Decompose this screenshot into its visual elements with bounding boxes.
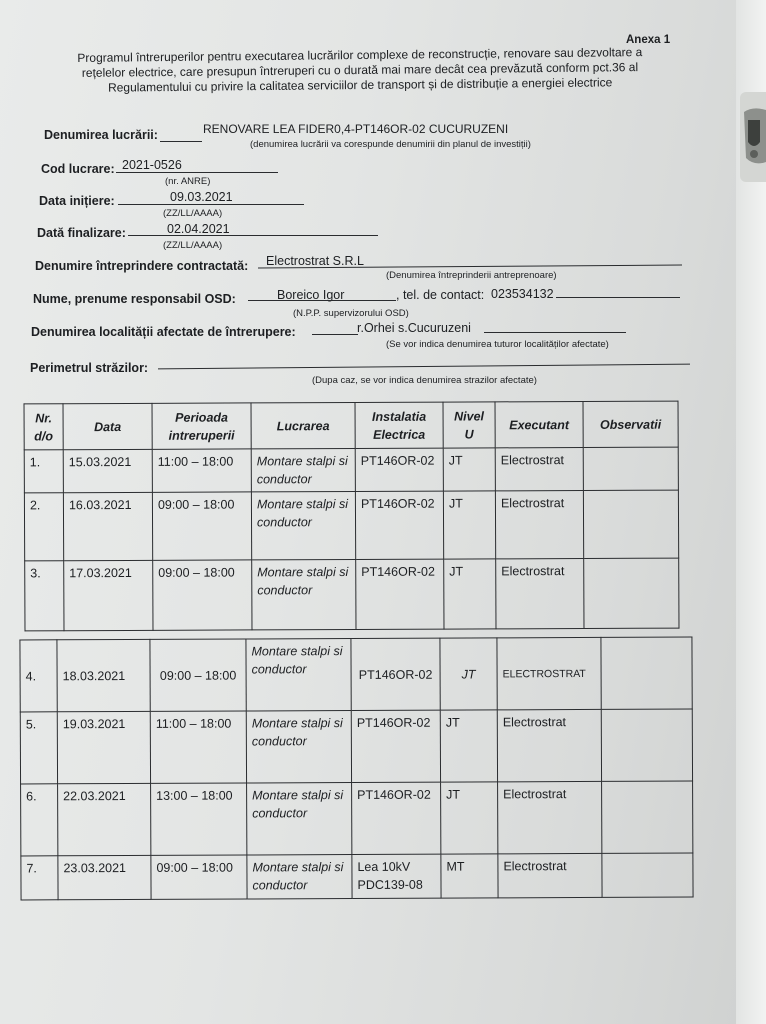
- locality-note: (Se vor indica denumirea tuturor localităților afectate): [386, 339, 609, 350]
- cell-executor: Electrostrat: [497, 709, 601, 781]
- cell-work: Montare stalpi si conductor: [247, 783, 352, 855]
- work-name-note: (denumirea lucrării va corespunde denumirii din planul de investiții): [250, 139, 531, 150]
- document-title: [40, 45, 680, 97]
- header-nr: Nr. d/o: [24, 404, 63, 450]
- cell-observations: [602, 853, 693, 897]
- work-name-label: Denumirea lucrării:: [44, 128, 158, 142]
- cell-observations: [601, 637, 692, 709]
- cell-observations: [602, 781, 693, 853]
- cell-nr: 4.: [20, 640, 57, 712]
- cell-nr: 1.: [24, 450, 63, 493]
- cell-work: Montare stalpi si conductor: [251, 448, 355, 491]
- title-line-2: rețelelor electrice, care presupun întreruperi cu o durată mai mare decât cea prevăzută conform pct.36 al: [81, 60, 639, 80]
- cell-period: 09:00 – 18:00: [150, 639, 246, 711]
- work-name-value: RENOVARE LEA FIDER0,4-PT146OR-02 CUCURUZENI: [203, 122, 509, 136]
- cell-installation: PT146OR-02: [352, 782, 441, 854]
- cell-date: 22.03.2021: [58, 783, 151, 855]
- cell-period: 13:00 – 18:00: [151, 783, 247, 855]
- cell-executor: Electrostrat: [498, 853, 602, 897]
- code-value: 2021-0526: [122, 158, 182, 172]
- contractor-note: (Denumirea întreprinderii antreprenoare): [386, 270, 557, 281]
- contractor-value: Electrostrat S.R.L: [266, 254, 364, 268]
- cell-work: Montare stalpi si conductor: [251, 491, 355, 559]
- osd-contact-value: 023534132: [491, 287, 554, 301]
- cell-date: 19.03.2021: [57, 711, 150, 783]
- cell-executor: Electrostrat: [495, 490, 583, 558]
- cell-period: 09:00 – 18:00: [151, 855, 247, 899]
- start-date-value: 09.03.2021: [170, 190, 233, 204]
- cell-observations: [601, 709, 692, 781]
- streets-label: Perimetrul străzilor:: [30, 361, 149, 375]
- title-line-3: Regulamentului cu privire la calitatea serviciilor de transport și de distribuție a energiei electrice: [107, 75, 613, 95]
- cell-period: 09:00 – 18:00: [152, 492, 251, 560]
- table-row: [21, 781, 693, 856]
- header-executor: Executant: [495, 401, 583, 447]
- cell-installation: PT146OR-02: [351, 710, 440, 782]
- end-date-note: (ZZ/LL/AAAA): [163, 240, 223, 251]
- cell-level: MT: [441, 854, 498, 898]
- cell-date: 17.03.2021: [64, 560, 153, 630]
- cell-period: 09:00 – 18:00: [153, 560, 252, 630]
- cell-executor: Electrostrat: [496, 558, 584, 628]
- header-observations: Observatii: [583, 401, 678, 447]
- header-installation: Instalatia Electrica: [355, 402, 443, 448]
- cell-observations: [584, 558, 679, 628]
- cell-installation: PT146OR-02: [355, 491, 443, 559]
- cell-work: Montare stalpi si conductor: [247, 855, 352, 899]
- cell-work: Montare stalpi si conductor: [252, 559, 356, 629]
- title-line-1: Programul întreruperilor pentru executarea lucrărilor complexe de reconstrucție, renovare sau dezvoltare a: [77, 45, 643, 65]
- cell-period: 11:00 – 18:00: [150, 711, 246, 783]
- cell-executor: Electrostrat: [495, 447, 583, 490]
- cell-executor: ELECTROSTRAT: [497, 637, 601, 709]
- cell-nr: 5.: [20, 712, 57, 784]
- schedule-table-1: [24, 401, 680, 632]
- code-label: Cod lucrare:: [41, 162, 115, 176]
- osd-label: Nume, prenume responsabil OSD:: [33, 292, 236, 306]
- osd-name-value: Boreico Igor: [277, 288, 345, 302]
- cell-date: 15.03.2021: [63, 449, 152, 492]
- cell-nr: 7.: [21, 856, 58, 900]
- table-row: [24, 490, 678, 561]
- cell-date: 23.03.2021: [58, 855, 151, 899]
- start-date-label: Data inițiere:: [39, 194, 115, 208]
- cell-nr: 2.: [24, 493, 63, 561]
- annex-label: Anexa 1: [626, 34, 671, 46]
- osd-contact-label: , tel. de contact:: [396, 288, 485, 302]
- header-date: Data: [63, 403, 152, 449]
- locality-value: r.Orhei s.Cucuruzeni: [357, 321, 471, 335]
- coat-of-arms-seal: [740, 92, 766, 182]
- cell-work: Montare stalpi si conductor: [246, 711, 351, 783]
- cell-observations: [583, 447, 678, 490]
- cell-observations: [583, 490, 678, 558]
- table-row: [24, 447, 678, 493]
- cell-installation: PT146OR-02: [355, 448, 443, 491]
- cell-level: JT: [440, 638, 497, 710]
- table-row: [20, 637, 692, 712]
- table-row: [21, 853, 693, 900]
- cell-level: JT: [443, 448, 495, 491]
- start-date-note: (ZZ/LL/AAAA): [163, 208, 223, 219]
- table-row: [25, 558, 679, 631]
- cell-nr: 6.: [21, 784, 58, 856]
- schedule-table-2: [19, 637, 693, 901]
- end-date-label: Dată finalizare:: [37, 226, 126, 240]
- cell-installation: Lea 10kV PDC139-08: [352, 854, 441, 898]
- cell-level: JT: [441, 782, 498, 854]
- cell-installation: PT146OR-02: [351, 638, 440, 710]
- cell-level: JT: [440, 710, 497, 782]
- cell-work: Montare stalpi si conductor: [246, 639, 351, 711]
- osd-note: (N.P.P. supervizorului OSD): [293, 308, 409, 319]
- streets-note: (Dupa caz, se vor indica denumirea strazilor afectate): [312, 375, 537, 386]
- cell-executor: Electrostrat: [498, 781, 602, 853]
- cell-level: JT: [444, 559, 496, 629]
- header-period: Perioada intreruperii: [152, 403, 251, 449]
- header-work: Lucrarea: [251, 402, 355, 448]
- locality-label: Denumirea localității afectate de întrerupere:: [31, 325, 296, 339]
- cell-period: 11:00 – 18:00: [152, 449, 251, 492]
- cell-nr: 3.: [25, 561, 64, 631]
- contractor-label: Denumire întreprindere contractată:: [35, 259, 249, 273]
- cell-installation: PT146OR-02: [356, 559, 444, 629]
- cell-date: 18.03.2021: [57, 639, 150, 711]
- table-header-row: [24, 401, 678, 450]
- cell-level: JT: [443, 491, 495, 559]
- code-note: (nr. ANRE): [165, 176, 211, 187]
- end-date-value: 02.04.2021: [167, 222, 230, 236]
- table-row: [20, 709, 692, 784]
- header-level: Nivel U: [443, 402, 495, 448]
- cell-date: 16.03.2021: [63, 492, 152, 560]
